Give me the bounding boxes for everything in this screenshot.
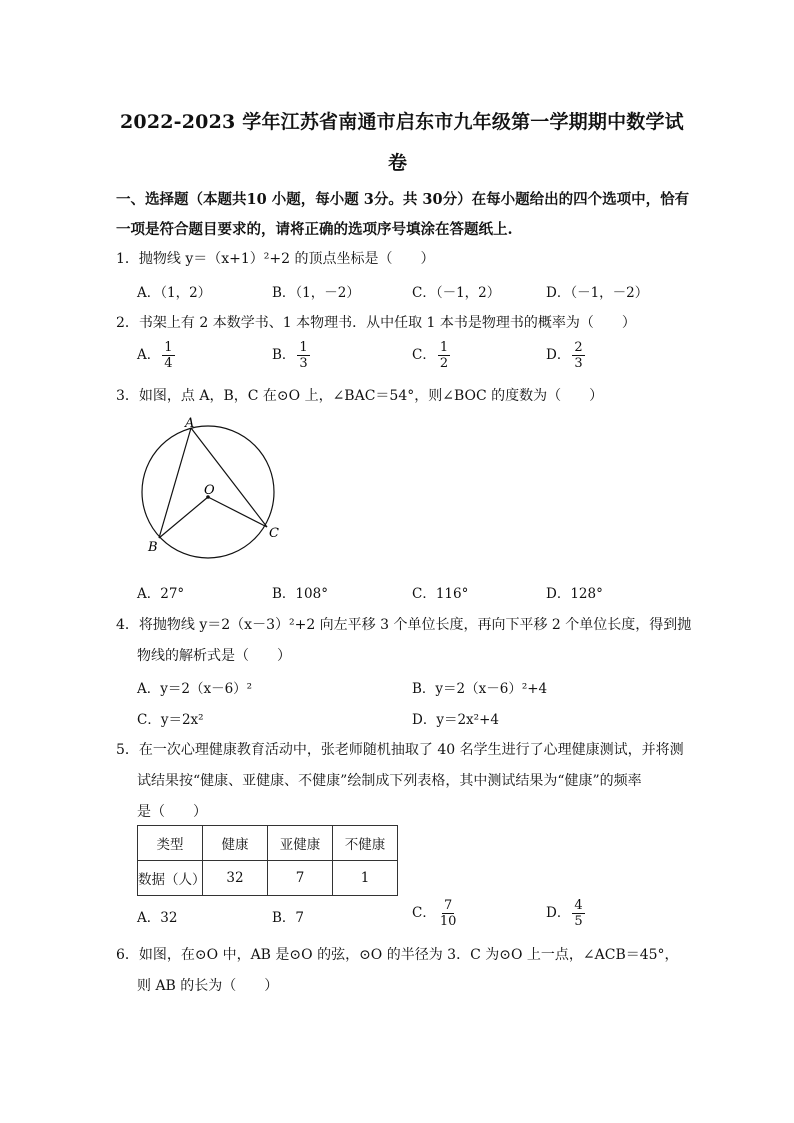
q3-option-d: D．128° [546,586,603,602]
q4-option-a: A．y＝2（x－6）² [137,681,253,697]
fraction: $\frac{1}{2}$ [439,340,449,371]
q2-option-a: A． $\frac{1}{4}$ [137,340,173,371]
question-4-stem-line1: 4．将抛物线 y＝2（x－3）²+2 向左平移 3 个单位长度，再向下平移 2 个单位长度，得到抛 [116,617,692,633]
q3-option-a: A．27° [137,586,185,602]
table-header-cell: 类型 [138,826,203,861]
label-o: O [204,483,215,498]
chord-ab [159,428,191,538]
table-header-cell: 健康 [203,826,268,861]
table-cell: 7 [268,861,333,896]
question-6-stem-line2: 则 AB 的长为（ ） [137,978,279,994]
q4-option-c: C．y＝2x² [137,712,204,728]
question-6-stem-line1: 6．如图，在⊙O 中，AB 是⊙O 的弦，⊙O 的半径为 3．C 为⊙O 上一点，∠ACB＝45°， [116,947,679,963]
table-cell: 数据（人） [138,861,203,896]
q2-option-c: C． $\frac{1}{2}$ [412,340,449,371]
fraction: $\frac{1}{4}$ [164,340,173,371]
fraction: $\frac{1}{3}$ [299,340,308,371]
table-cell: 1 [333,861,398,896]
table-header-cell: 不健康 [333,826,398,861]
question-2-stem: 2．书架上有 2 本数学书、1 本物理书．从中任取 1 本书是物理书的概率为（ ） [116,315,636,331]
radius-oc [208,497,267,527]
q3-option-c: C．116° [412,586,469,602]
section-heading-line1: 一、选择题（本题共10 小题，每小题 3分。共 30分）在每小题给出的四个选项中，恰有 [116,191,690,208]
fraction: $\frac{4}{5}$ [574,898,583,929]
chord-ac [191,428,267,527]
q4-option-d: D．y＝2x²+4 [412,712,499,728]
q1-option-c: C．（－1，2） [412,285,501,301]
label-c: C [269,526,279,541]
q5-option-a: A．32 [137,910,178,926]
question-1-stem: 1．抛物线 y＝（x+1）²+2 的顶点坐标是（ ） [116,251,435,267]
section-heading-line2: 一项是符合题目要求的，请将正确的选项序号填涂在答题纸上. [116,221,513,238]
label-a: A [185,416,195,431]
paper-title-line2: 卷 [388,152,408,174]
q2-option-b: B． $\frac{1}{3}$ [272,340,308,371]
paper-title-line1: 2022-2023 学年江苏省南通市启东市九年级第一学期期中数学试 [120,111,684,133]
q1-option-a: A．（1，2） [137,285,212,301]
question-5-stem-line2: 试结果按“健康、亚健康、不健康”绘制成下列表格，其中测试结果为“健康”的频率 [137,773,642,789]
question-5-stem-line3: 是（ ） [137,804,207,820]
q5-option-b: B．7 [272,910,305,926]
q1-option-b: B．（1，－2） [272,285,360,301]
circle-figure [135,412,290,562]
result-table [137,825,398,896]
table-header-row [138,826,398,861]
q1-option-d: D．（－1，－2） [546,285,649,301]
q5-option-d: D． $\frac{4}{5}$ [546,898,583,929]
q3-option-b: B．108° [272,586,328,602]
label-b: B [148,540,158,555]
fraction: $\frac{2}{3}$ [574,340,583,371]
table-header-cell: 亚健康 [268,826,333,861]
question-5-stem-line1: 5．在一次心理健康教育活动中，张老师随机抽取了 40 名学生进行了心理健康测试，并将测 [116,742,684,758]
q5-option-c: C． $\frac{7}{10}$ [412,898,457,929]
table-row [138,861,398,896]
fraction: $\frac{7}{10}$ [439,898,457,929]
question-4-stem-line2: 物线的解析式是（ ） [137,648,291,664]
q4-option-b: B．y＝2（x－6）²+4 [412,681,548,697]
question-3-stem: 3．如图，点 A，B，C 在⊙O 上，∠BAC＝54°，则∠BOC 的度数为（ ） [116,388,604,404]
table-cell: 32 [203,861,268,896]
q2-option-d: D． $\frac{2}{3}$ [546,340,583,371]
radius-ob [159,497,208,538]
